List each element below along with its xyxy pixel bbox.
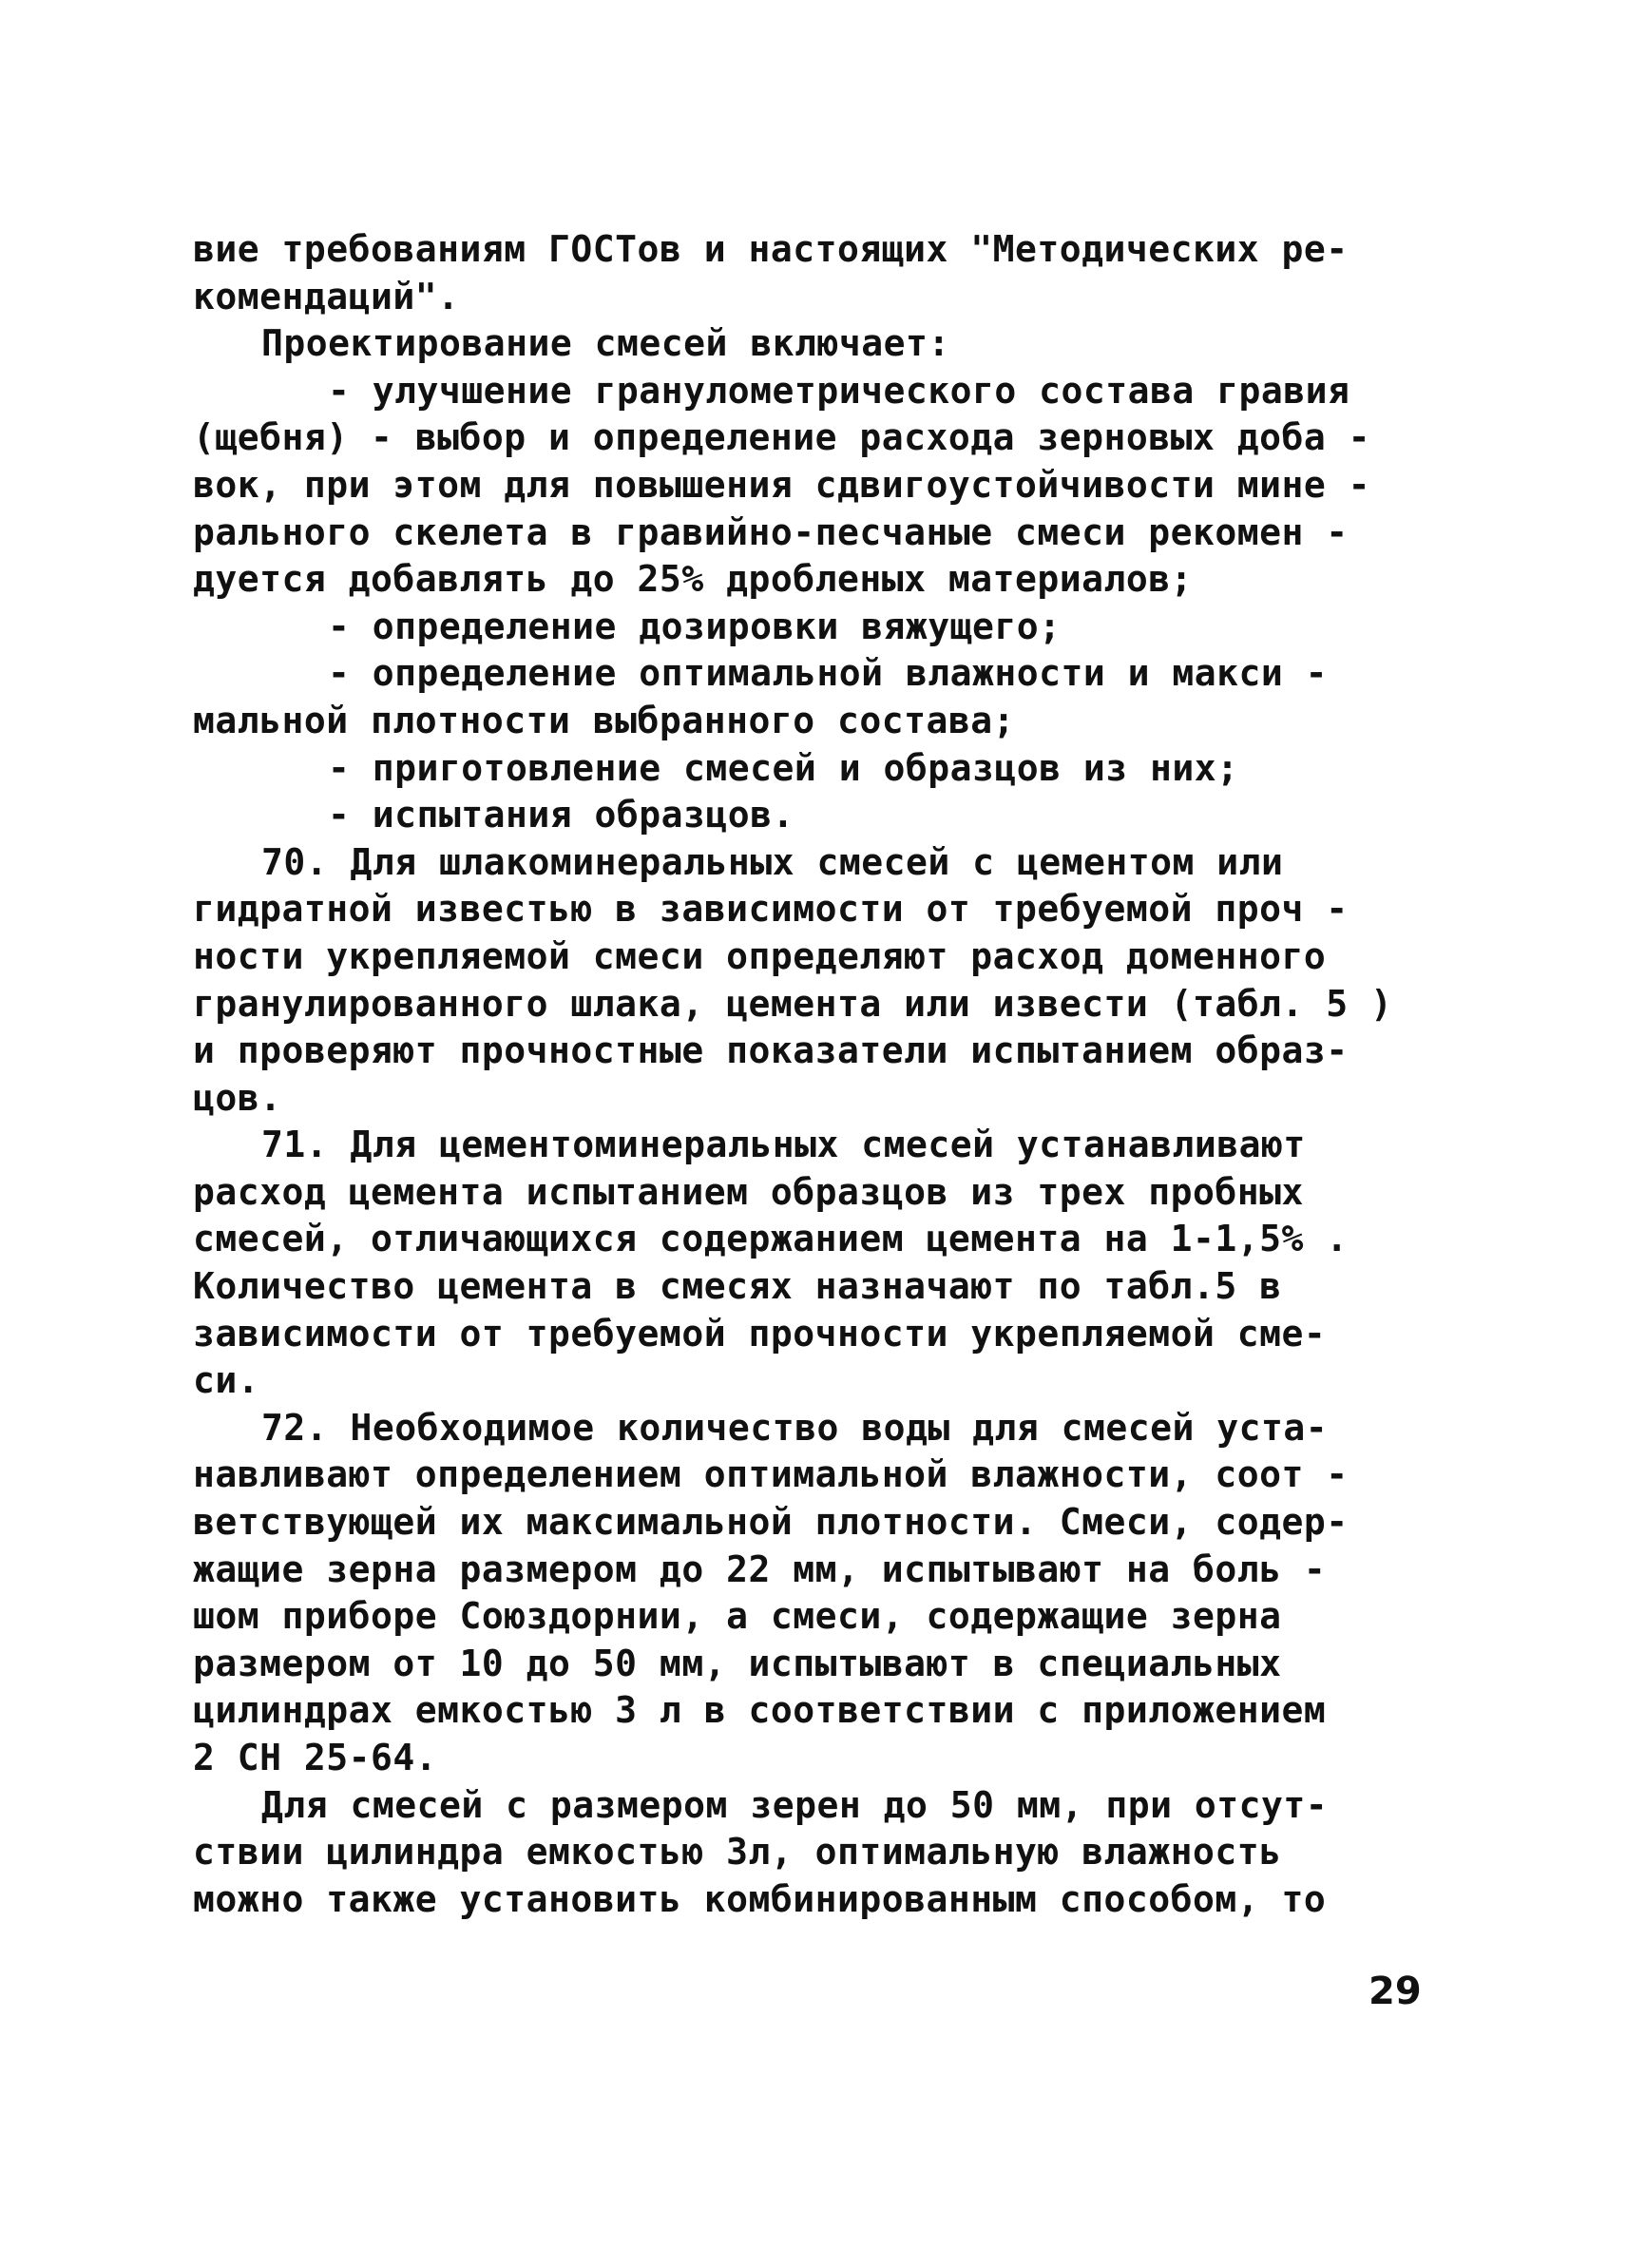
list-item: - испытания образцов.	[328, 794, 794, 836]
text-line: комендаций".	[193, 275, 460, 317]
text-line: и проверяют прочностные показатели испытанием образ-	[193, 1029, 1349, 1072]
list-item: - улучшение гранулометрического состава гравия	[328, 369, 1350, 412]
text-line: расход цемента испытанием образцов из трех пробных	[193, 1170, 1304, 1213]
body-text	[193, 226, 1428, 1923]
text-line: размером от 10 до 50 мм, испытывают в специальных	[193, 1642, 1282, 1684]
paragraph-71: 71. Для цементоминеральных смесей устанавливают	[261, 1124, 1306, 1166]
text-line: ветствующей их максимальной плотности. Смеси, содер-	[193, 1501, 1349, 1544]
text-line: можно также установить комбинированным способом, то	[193, 1877, 1327, 1920]
text-line: вие требованиям ГОСТов и настоящих "Методических ре-	[193, 228, 1349, 270]
text-line: вок, при этом для повышения сдвигоустойчивости мине -	[193, 463, 1371, 506]
text-line: ствии цилиндра емкостью 3л, оптимальную влажность	[193, 1831, 1282, 1874]
paragraph-text: Для смесей с размером зерен до 50 мм, при отсут-	[261, 1783, 1329, 1826]
text-line: си.	[193, 1359, 260, 1402]
paragraph-70: 70. Для шлакоминеральных смесей с цементом или	[261, 840, 1284, 883]
text-line: дуется добавлять до 25% дробленых материалов;	[193, 558, 1194, 601]
list-item: - приготовление смесей и образцов из них;	[328, 746, 1239, 789]
text-line: (щебня) - выбор и определение расхода зерновых доба -	[193, 416, 1371, 459]
text-line: гидратной известью в зависимости от требуемой проч -	[193, 888, 1349, 931]
paragraph-72: 72. Необходимое количество воды для смесей уста-	[261, 1406, 1329, 1449]
text-line: цов.	[193, 1076, 282, 1119]
text-line: Количество цемента в смесях назначают по табл.5 в	[193, 1265, 1282, 1308]
list-item: - определение дозировки вяжущего;	[328, 605, 1062, 647]
text-line: ности укрепляемой смеси определяют расход доменного	[193, 934, 1327, 977]
text-line: рального скелета в гравийно-песчаные смеси рекомен -	[193, 510, 1349, 553]
text-line: цилиндрах емкостью 3 л в соответствии с приложением	[193, 1689, 1327, 1732]
text-line: навливают определением оптимальной влажности, соот -	[193, 1453, 1349, 1496]
text-line: Проектирование смесей включает:	[261, 322, 950, 365]
text-line: зависимости от требуемой прочности укрепляемой сме-	[193, 1312, 1327, 1355]
list-item: - определение оптимальной влажности и макси -	[328, 652, 1329, 695]
text-line: жащие зерна размером до 22 мм, испытывают на боль -	[193, 1547, 1327, 1590]
page-number: 29	[1369, 1970, 1422, 2013]
text-line: смесей, отличающихся содержанием цемента на 1-1,5% .	[193, 1218, 1349, 1260]
text-line: шом приборе Союздорнии, а смеси, содержащие зерна	[193, 1595, 1282, 1638]
text-line: 2 СН 25-64.	[193, 1737, 438, 1778]
text-line: гранулированного шлака, цемента или извести (табл. 5 )	[193, 982, 1393, 1025]
text-line: мальной плотности выбранного состава;	[193, 699, 1015, 741]
